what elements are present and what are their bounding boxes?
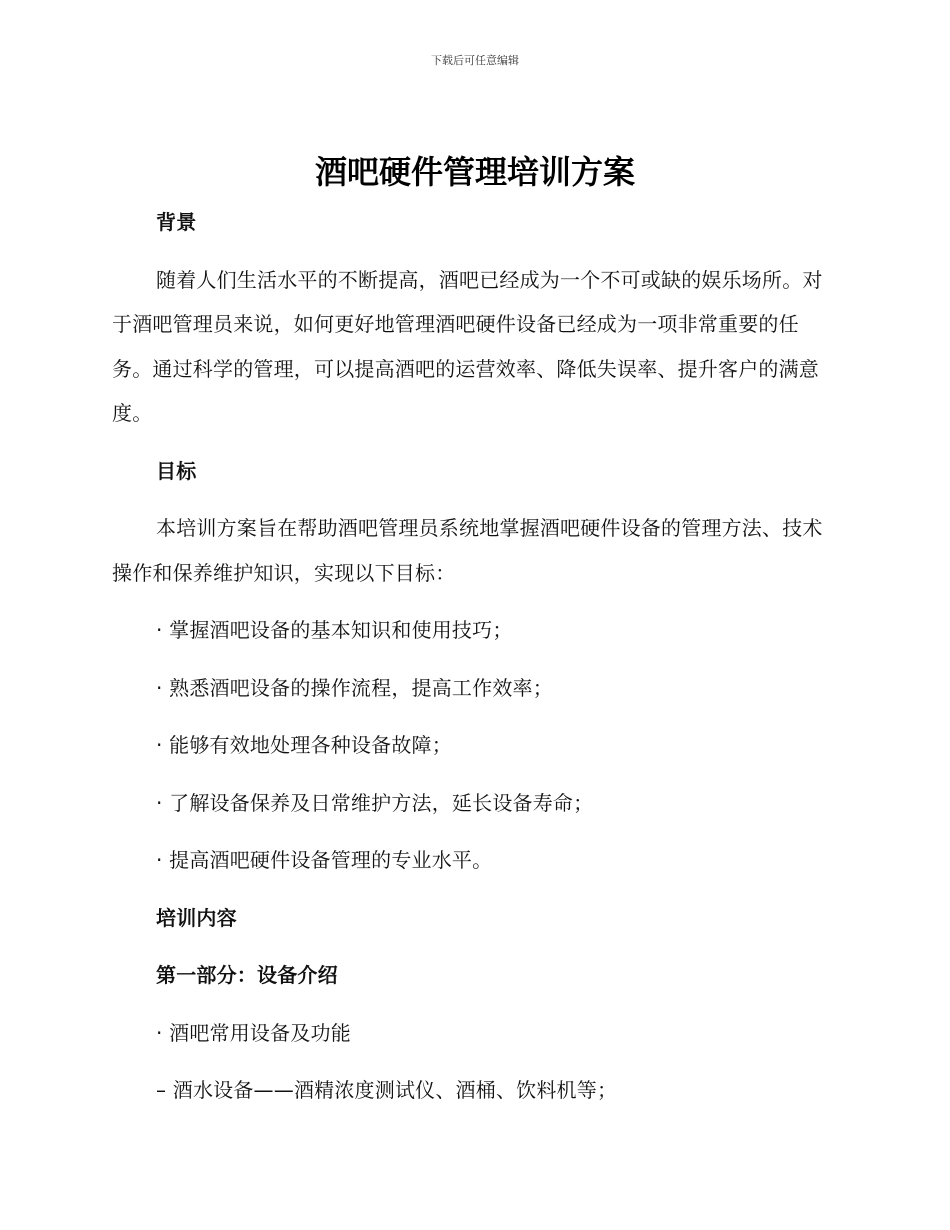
- heading-goal: 目标: [156, 458, 197, 483]
- heading-background: 背景: [156, 210, 197, 234]
- document-title: 酒吧硬件管理培训方案: [314, 153, 635, 191]
- paragraph-background: 随着人们生活水平的不断提高，酒吧已经成为一个不可或缺的娱乐场所。对于酒吧管理员来说，如何更好地管理酒吧硬件设备已经成为一项非常重要的任务。通过科学的管理，可以提高酒吧的运营效率、降低失误率、提升客户的满意度。: [112, 267, 823, 425]
- page-header-note: 下载后可任意编辑: [431, 54, 519, 67]
- part-one-item: · 酒吧常用设备及功能: [156, 1020, 351, 1045]
- document-body: [112, 200, 834, 1113]
- paragraph-goal: 本培训方案旨在帮助酒吧管理员系统地掌握酒吧硬件设备的管理方法、技术操作和保养维护知识，实现以下目标：: [112, 516, 823, 585]
- goal-bullet: · 了解设备保养及日常维护方法，延长设备寿命；: [156, 790, 594, 815]
- heading-part-one: 第一部分：设备介绍: [156, 963, 338, 987]
- part-one-item: – 酒水设备——酒精浓度测试仪、酒桶、饮料机等；: [156, 1078, 618, 1102]
- goal-bullet: · 熟悉酒吧设备的操作流程，提高工作效率；: [156, 675, 553, 700]
- goal-bullet: · 掌握酒吧设备的基本知识和使用技巧；: [156, 618, 513, 642]
- goal-bullet: · 提高酒吧硬件设备管理的专业水平。: [156, 848, 493, 872]
- heading-training-content: 培训内容: [156, 905, 237, 930]
- goal-bullet: · 能够有效地处理各种设备故障；: [156, 733, 452, 757]
